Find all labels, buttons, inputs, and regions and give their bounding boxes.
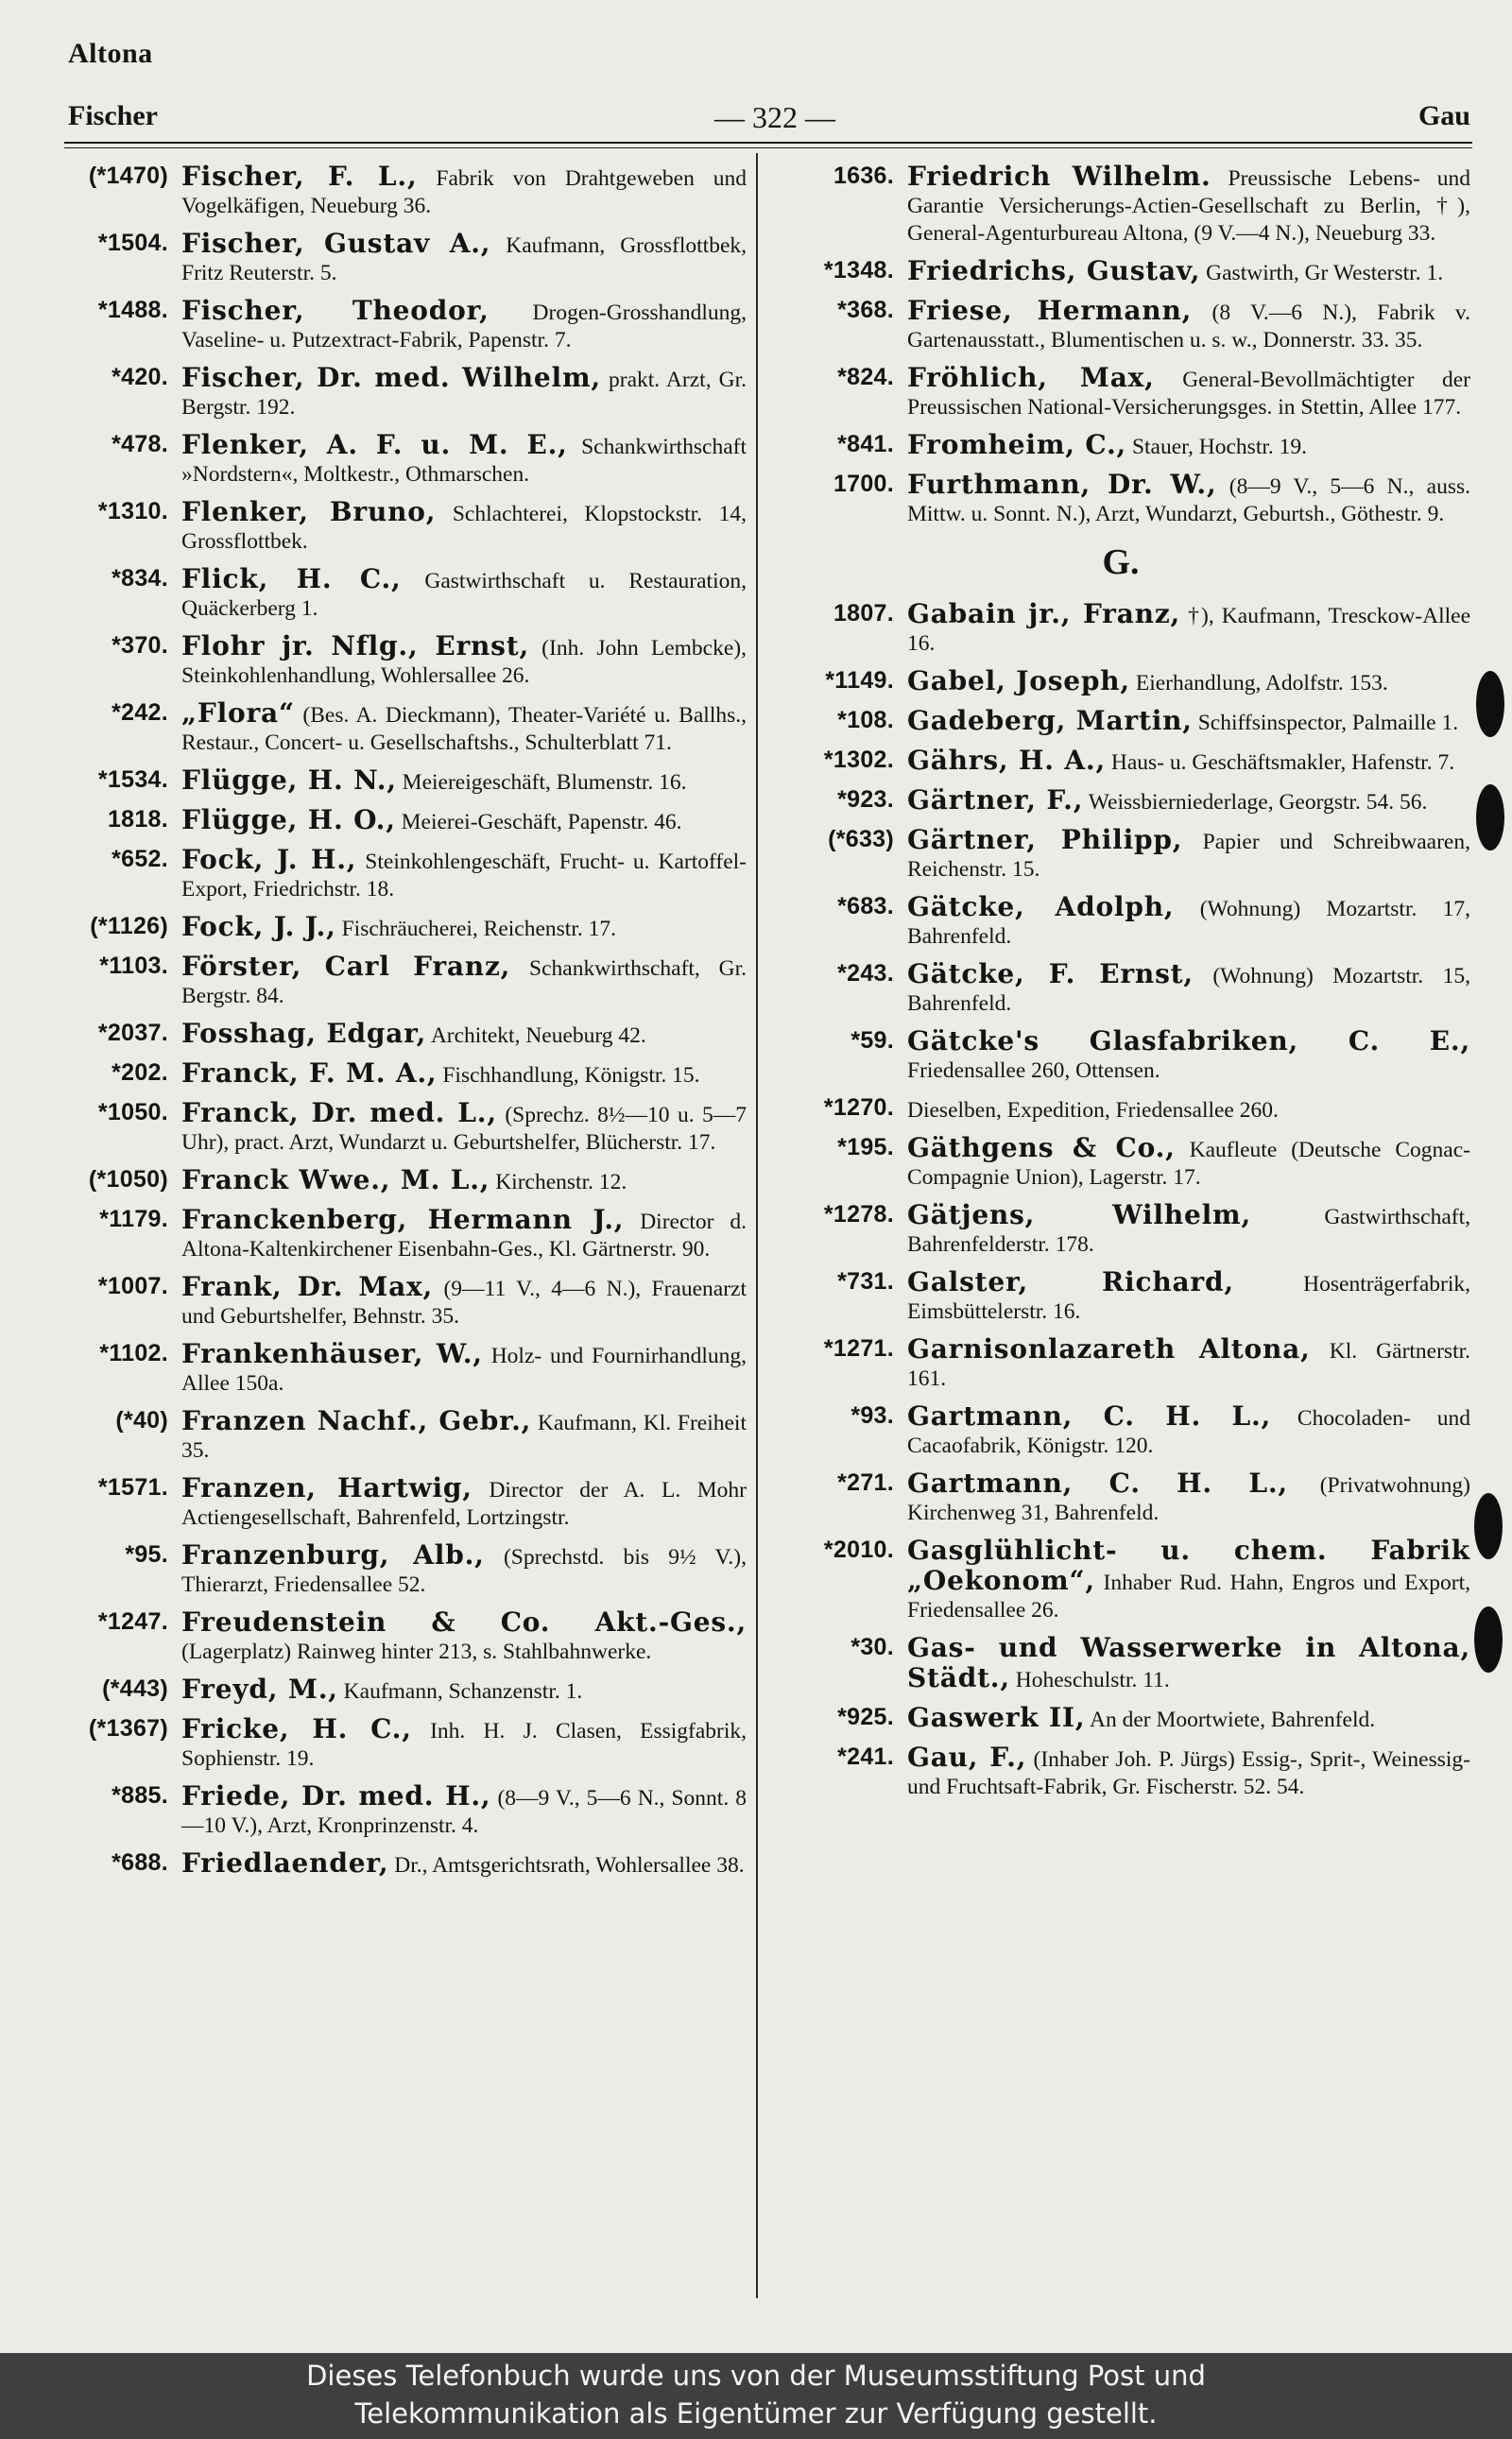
directory-entry	[57, 163, 747, 220]
entry-details: Gastwirthschaft u. Restauration, Quäckerberg 1.	[181, 569, 747, 621]
phone-number: *1007.	[97, 1273, 168, 1299]
entry-details: Schiffsinspector, Palmaille 1.	[1197, 711, 1459, 735]
subscriber-name: Friese, Hermann,	[907, 295, 1193, 326]
left-column	[57, 163, 747, 1889]
entry-details: Haus- u. Geschäftsmakler, Hafenstr. 7.	[1110, 750, 1455, 775]
directory-entry	[771, 364, 1470, 421]
phone-number: *2037.	[97, 1020, 168, 1046]
subscriber-name: Gäthgens & Co.,	[907, 1132, 1176, 1163]
phone-number: 1818.	[107, 806, 168, 833]
entry-details: Kl. Gärtnerstr. 161.	[907, 1339, 1471, 1391]
subscriber-name: Gätjens, Wilhelm,	[907, 1199, 1252, 1230]
entry-body	[181, 953, 747, 1010]
entry-details: An der Moortwiete, Bahrenfeld.	[1089, 1708, 1376, 1732]
ink-blot	[1474, 1493, 1503, 1559]
phone-number: *59.	[850, 1027, 894, 1054]
entry-body	[907, 257, 1470, 287]
entry-body	[181, 846, 747, 903]
directory-entry	[771, 1027, 1470, 1085]
subscriber-name: Franck, Dr. med. L.,	[181, 1097, 497, 1128]
entry-details: Schlachterei, Klopstockstr. 14, Grossflottbek.	[181, 502, 747, 554]
entry-details: Stauer, Hochstr. 19.	[1131, 435, 1308, 459]
directory-entry	[771, 1335, 1470, 1393]
entry-details: (Inh. John Lembcke), Steinkohlenhandlung, Wohlersallee 26.	[181, 636, 747, 688]
entry-body	[181, 806, 747, 836]
ink-blot	[1474, 1606, 1503, 1673]
phone-number: *1348.	[823, 257, 894, 283]
phone-number: *1247.	[97, 1608, 168, 1635]
entry-details: (Bes. A. Dieckmann), Theater-Variété u. Ballhs., Restaur., Concert- u. Gesellschaftshs., Schulterblatt 71.	[181, 703, 747, 755]
subscriber-name: Fischer, Theodor,	[181, 295, 490, 326]
directory-entry	[57, 806, 747, 836]
directory-entry	[771, 1134, 1470, 1192]
directory-entry	[771, 471, 1470, 528]
directory-entry	[57, 1166, 747, 1196]
phone-number: *202.	[112, 1059, 168, 1086]
phone-number: (*1367)	[88, 1715, 168, 1742]
subscriber-name: Frankenhäuser, W.,	[181, 1338, 483, 1369]
header-rule-thin	[64, 147, 1472, 148]
phone-number: *1271.	[823, 1335, 894, 1362]
entry-body	[907, 431, 1470, 461]
subscriber-name: Flick, H. C.,	[181, 563, 402, 594]
directory-entry	[57, 699, 747, 757]
subscriber-name: Franckenberg, Hermann J.,	[181, 1204, 625, 1235]
footer-banner	[0, 2353, 1512, 2439]
directory-entry	[771, 893, 1470, 951]
phone-number: *1488.	[97, 297, 168, 323]
phone-number: *688.	[112, 1849, 168, 1876]
entry-body	[181, 1099, 747, 1157]
directory-entry	[771, 707, 1470, 737]
directory-entry	[771, 297, 1470, 354]
entry-details: Eierhandlung, Adolfstr. 153.	[1135, 671, 1388, 696]
entry-body	[907, 1402, 1470, 1460]
phone-number: *1102.	[99, 1340, 168, 1366]
ink-blot	[1476, 671, 1504, 737]
entry-details: Director d. Altona-Kaltenkirchener Eisenbahn-Ges., Kl. Gärtnerstr. 90.	[181, 1210, 747, 1262]
entry-body	[181, 1474, 747, 1532]
subscriber-name: Gätcke, F. Ernst,	[907, 958, 1194, 989]
entry-details: Kirchenstr. 12.	[495, 1170, 627, 1194]
right-column-top	[771, 163, 1470, 528]
directory-entry	[57, 766, 747, 797]
entry-body	[907, 1537, 1470, 1624]
entry-body	[907, 1634, 1470, 1694]
entry-details: (Wohnung) Mozartstr. 15, Bahrenfeld.	[907, 964, 1470, 1016]
directory-entry	[771, 163, 1470, 248]
directory-entry	[57, 1206, 747, 1263]
footer-line-1: Dieses Telefonbuch wurde uns von der Museumsstiftung Post und	[306, 2360, 1206, 2392]
entry-details: (Privatwohnung) Kirchenweg 31, Bahrenfeld.	[907, 1473, 1470, 1525]
entry-body	[907, 707, 1470, 737]
directory-entry	[57, 1273, 747, 1331]
phone-number: (*1050)	[88, 1166, 168, 1193]
phone-number: *195.	[837, 1134, 894, 1160]
subscriber-name: Gau, F.,	[907, 1742, 1027, 1773]
directory-entry	[57, 1340, 747, 1398]
entry-body	[181, 766, 747, 797]
entry-details: Chocoladen- und Cacaofabrik, Königstr. 120.	[907, 1406, 1470, 1458]
phone-number: *420.	[112, 364, 168, 390]
subscriber-name: Fosshag, Edgar,	[181, 1018, 427, 1049]
entry-details: Gastwirthschaft, Bahrenfelderstr. 178.	[907, 1205, 1471, 1257]
subscriber-name: Gabain jr., Franz,	[907, 598, 1181, 629]
directory-entry	[57, 846, 747, 903]
phone-number: *30.	[850, 1634, 894, 1660]
subscriber-name: „Flora“	[181, 697, 295, 729]
directory-entry	[771, 257, 1470, 287]
subscriber-name: Gärtner, F.,	[907, 784, 1084, 816]
subscriber-name: Furthmann, Dr. W.,	[907, 469, 1217, 500]
phone-number: 1807.	[833, 600, 894, 627]
ink-blot	[1476, 784, 1504, 850]
directory-entry	[57, 1675, 747, 1706]
entry-details: Preussische Lebens- und Garantie Versicherungs-Actien-Gesellschaft zu Berlin, †), General-Agenturbureau Altona, (9 V.—4 N.), Neueburg 33.	[907, 166, 1470, 246]
entry-body	[907, 1027, 1470, 1085]
entry-details: (Lagerplatz) Rainweg hinter 213, s. Stahlbahnwerke.	[181, 1640, 652, 1664]
subscriber-name: Franck Wwe., M. L.,	[181, 1164, 490, 1195]
entry-body	[181, 1059, 747, 1090]
subscriber-name: Franzen Nachf., Gebr.,	[181, 1405, 532, 1436]
entry-details: Schankwirthschaft, Gr. Bergstr. 84.	[181, 956, 747, 1008]
phone-number: *368.	[837, 297, 894, 323]
entry-details: Fischräucherei, Reichenstr. 17.	[341, 917, 616, 941]
entry-body	[181, 1166, 747, 1196]
entry-details: Kaufmann, Schanzenstr. 1.	[343, 1679, 583, 1704]
directory-entry	[57, 565, 747, 623]
directory-entry	[57, 1541, 747, 1599]
phone-number: (*40)	[115, 1407, 168, 1434]
entry-body	[181, 230, 747, 287]
entry-details: (8—9 V., 5—6 N., auss. Mittw. u. Sonnt. N.), Arzt, Wundarzt, Geburtsh., Göthestr. 9.	[907, 474, 1470, 526]
phone-number: *243.	[837, 960, 894, 987]
entry-details: Schankwirthschaft »Nordstern«, Moltkestr., Othmarschen.	[181, 435, 747, 487]
entry-body	[907, 1094, 1470, 1125]
subscriber-name: Gas- und Wasserwerke in Altona, Städt.,	[907, 1632, 1470, 1693]
directory-entry	[771, 667, 1470, 697]
phone-number: *834.	[112, 565, 168, 592]
entry-details: Drogen-Grosshandlung, Vaseline- u. Putzextract-Fabrik, Papenstr. 7.	[181, 301, 747, 352]
directory-entry	[57, 498, 747, 556]
subscriber-name: Fischer, F. L.,	[181, 161, 418, 192]
directory-entry	[57, 1020, 747, 1050]
entry-details: Kaufmann, Grossflottbek, Fritz Reuterstr. 5.	[181, 233, 747, 285]
entry-details: prakt. Arzt, Gr. Bergstr. 192.	[181, 368, 747, 420]
subscriber-name: Flügge, H. O.,	[181, 804, 396, 835]
directory-entry	[57, 297, 747, 354]
directory-entry	[771, 431, 1470, 461]
directory-entry	[771, 1634, 1470, 1694]
right-column-bottom	[771, 600, 1470, 1801]
subscriber-name: Freudenstein & Co. Akt.-Ges.,	[181, 1606, 747, 1638]
directory-entry	[57, 1715, 747, 1773]
entry-details: Fabrik von Drahtgeweben und Vogelkäfigen, Neueburg 36.	[181, 166, 747, 218]
entry-body	[907, 1469, 1470, 1527]
entry-body	[181, 565, 747, 623]
entry-details: (8—9 V., 5—6 N., Sonnt. 8—10 V.), Arzt, Kronprinzenstr. 4.	[181, 1786, 747, 1838]
directory-entry	[771, 1201, 1470, 1259]
entry-body	[907, 786, 1470, 816]
subscriber-name: Garnisonlazareth Altona,	[907, 1333, 1311, 1365]
entry-body	[907, 600, 1470, 658]
phone-number: *1270.	[823, 1094, 894, 1121]
phone-number: *242.	[112, 699, 168, 726]
entry-body	[181, 1206, 747, 1263]
entry-details: (Sprechz. 8½—10 u. 5—7 Uhr), pract. Arzt, Wundarzt u. Geburtshelfer, Blücherstr. 17.	[181, 1103, 747, 1155]
entry-details: Inhaber Rud. Hahn, Engros und Export, Friedensallee 26.	[907, 1571, 1470, 1623]
entry-body	[907, 667, 1470, 697]
entry-body	[181, 498, 747, 556]
entry-body	[181, 1782, 747, 1840]
subscriber-name: Freyd, M.,	[181, 1674, 338, 1705]
entry-body	[181, 1407, 747, 1465]
entry-details: (Wohnung) Mozartstr. 17, Bahrenfeld.	[907, 897, 1470, 949]
subscriber-name: Gabel, Joseph,	[907, 665, 1130, 696]
directory-entry	[57, 364, 747, 421]
phone-number: (*443)	[102, 1675, 168, 1702]
running-head-city: Altona	[68, 38, 153, 69]
directory-entry	[771, 826, 1470, 884]
directory-entry	[57, 1849, 747, 1880]
phone-number: *824.	[837, 364, 894, 390]
phone-number: *923.	[837, 786, 894, 813]
subscriber-name: Gadeberg, Martin,	[907, 705, 1193, 736]
subscriber-name: Flügge, H. N.,	[181, 764, 397, 796]
entry-body	[907, 163, 1470, 248]
subscriber-name: Fischer, Dr. med. Wilhelm,	[181, 362, 601, 393]
entry-body	[907, 1704, 1470, 1734]
entry-details: Weissbierniederlage, Georgstr. 54. 56.	[1088, 790, 1428, 815]
subscriber-name: Gartmann, C. H. L.,	[907, 1400, 1272, 1432]
subscriber-name: Friede, Dr. med. H.,	[181, 1780, 491, 1812]
section-letter: G.	[1102, 542, 1140, 582]
entry-body	[181, 1849, 747, 1880]
phone-number: *925.	[837, 1704, 894, 1730]
directory-entry	[771, 786, 1470, 816]
phone-number: (*1126)	[90, 913, 168, 939]
subscriber-name: Gartmann, C. H. L.,	[907, 1468, 1288, 1499]
subscriber-name: Flohr jr. Nflg., Ernst,	[181, 630, 530, 661]
directory-entry	[771, 1743, 1470, 1801]
phone-number: *271.	[837, 1469, 894, 1496]
entry-body	[907, 960, 1470, 1018]
directory-entry	[771, 1537, 1470, 1624]
entry-details: Meiereigeschäft, Blumenstr. 16.	[402, 770, 687, 795]
entry-details: (Inhaber Joh. P. Jürgs) Essig-, Sprit-, Weinessig- und Fruchtsaft-Fabrik, Gr. Fischerstr. 52. 54.	[907, 1747, 1471, 1799]
entry-body	[181, 297, 747, 354]
subscriber-name: Flenker, A. F. u. M. E.,	[181, 429, 568, 460]
entry-details: Architekt, Neueburg 42.	[430, 1023, 646, 1048]
entry-body	[181, 1675, 747, 1706]
entry-body	[907, 1335, 1470, 1393]
entry-body	[907, 1743, 1470, 1801]
entry-body	[181, 1715, 747, 1773]
phone-number: *1278.	[823, 1201, 894, 1228]
subscriber-name: Fock, J. J.,	[181, 911, 336, 942]
entry-details: Hoheschulstr. 11.	[1015, 1668, 1170, 1692]
phone-number: *2010.	[823, 1537, 894, 1563]
phone-number: *95.	[125, 1541, 168, 1568]
entry-details: †), Kaufmann, Tresckow-Allee 16.	[907, 604, 1471, 656]
phone-number: *1571.	[97, 1474, 168, 1501]
phone-number: *1103.	[99, 953, 168, 979]
subscriber-name: Gätcke, Adolph,	[907, 891, 1175, 922]
phone-number: *841.	[837, 431, 894, 457]
directory-entry	[771, 1469, 1470, 1527]
entry-details: Hosenträgerfabrik, Eimsbüttelerstr. 16.	[907, 1272, 1470, 1324]
subscriber-name: Fromheim, C.,	[907, 429, 1127, 460]
phone-number: *1050.	[97, 1099, 168, 1125]
phone-number: *1504.	[97, 230, 168, 256]
directory-entry	[771, 600, 1470, 658]
directory-entry	[57, 230, 747, 287]
entry-details: Director der A. L. Mohr Actiengesellschaft, Bahrenfeld, Lortzingstr.	[181, 1478, 747, 1530]
phone-number: *1179.	[99, 1206, 168, 1232]
phone-number: *93.	[850, 1402, 894, 1429]
entry-details: Meierei-Geschäft, Papenstr. 46.	[401, 810, 682, 834]
phone-number: *1534.	[97, 766, 168, 793]
phone-number: *652.	[112, 846, 168, 872]
header-rule	[64, 142, 1472, 144]
entry-body	[907, 297, 1470, 354]
directory-entry	[771, 1402, 1470, 1460]
directory-entry	[57, 1059, 747, 1090]
subscriber-name: Förster, Carl Franz,	[181, 951, 511, 982]
entry-body	[181, 1541, 747, 1599]
entry-details: Fischhandlung, Königstr. 15.	[442, 1063, 700, 1088]
subscriber-name: Fricke, H. C.,	[181, 1713, 412, 1744]
entry-body	[181, 913, 747, 943]
entry-body	[181, 163, 747, 220]
directory-entry	[57, 953, 747, 1010]
phone-number: *683.	[837, 893, 894, 919]
entry-details: Friedensallee 260, Ottensen.	[907, 1058, 1160, 1083]
entry-details: General-Bevollmächtigter der Preussischen National-Versicherungsges. in Stettin, Allee 177.	[907, 368, 1470, 420]
page-number: — 322 —	[714, 100, 835, 134]
phone-number: (*1470)	[88, 163, 168, 189]
phone-number: 1636.	[833, 163, 894, 189]
entry-details: Kaufmann, Kl. Freiheit 35.	[181, 1411, 747, 1463]
entry-body	[907, 471, 1470, 528]
footer-line-2: Telekommunikation als Eigentümer zur Verfügung gestellt.	[354, 2397, 1158, 2430]
phone-number: 1700.	[833, 471, 894, 497]
entry-body	[181, 699, 747, 757]
directory-entry	[57, 1407, 747, 1465]
subscriber-name: Franzenburg, Alb.,	[181, 1539, 485, 1571]
subscriber-name: Gärtner, Philipp,	[907, 824, 1183, 855]
phone-number: *370.	[112, 632, 168, 659]
entry-body	[907, 747, 1470, 777]
entry-details: Gastwirth, Gr Westerstr. 1.	[1206, 261, 1444, 285]
subscriber-name: Gasglühlicht- u. chem. Fabrik „Oekonom“,	[907, 1535, 1470, 1596]
subscriber-name: Galster, Richard,	[907, 1266, 1234, 1297]
directory-entry	[771, 960, 1470, 1018]
entry-details: Holz- und Fournirhandlung, Allee 150a.	[181, 1344, 747, 1396]
subscriber-name: Gätcke's Glasfabriken, C. E.,	[907, 1025, 1470, 1056]
entry-body	[181, 1020, 747, 1050]
directory-entry	[771, 1268, 1470, 1326]
entry-body	[907, 826, 1470, 884]
directory-entry	[57, 431, 747, 489]
entry-body	[907, 1268, 1470, 1326]
entry-body	[907, 1201, 1470, 1259]
entry-details: Inh. H. J. Clasen, Essigfabrik, Sophienstr. 19.	[181, 1719, 747, 1771]
phone-number: *1149.	[825, 667, 894, 694]
guide-word-right: Gau	[1418, 100, 1470, 131]
directory-entry	[771, 1704, 1470, 1734]
directory-entry	[57, 1099, 747, 1157]
phone-number: *1302.	[823, 747, 894, 773]
subscriber-name: Fischer, Gustav A.,	[181, 228, 491, 259]
subscriber-name: Franck, F. M. A.,	[181, 1057, 438, 1089]
phone-number: *731.	[837, 1268, 894, 1295]
entry-body	[181, 1340, 747, 1398]
directory-entry	[57, 1782, 747, 1840]
directory-entry	[57, 1474, 747, 1532]
directory-entry	[57, 632, 747, 690]
entry-details: (8 V.—6 N.), Fabrik v. Gartenausstatt., Blumentischen u. s. w., Donnerstr. 33. 35.	[907, 301, 1471, 352]
entry-details: Dieselben, Expedition, Friedensallee 260.	[907, 1098, 1279, 1123]
subscriber-name: Friedlaender,	[181, 1847, 389, 1879]
subscriber-name: Friedrich Wilhelm.	[907, 161, 1211, 192]
entry-body	[181, 632, 747, 690]
subscriber-name: Gaswerk II,	[907, 1702, 1086, 1733]
phone-number: *478.	[112, 431, 168, 457]
subscriber-name: Flenker, Bruno,	[181, 496, 437, 527]
subscriber-name: Frank, Dr. Max,	[181, 1271, 434, 1302]
entry-details: Dr., Amtsgerichtsrath, Wohlersallee 38.	[394, 1853, 745, 1878]
phone-number: *885.	[112, 1782, 168, 1809]
directory-entry	[771, 1094, 1470, 1125]
right-column	[771, 163, 1470, 1811]
entry-details: Steinkohlengeschäft, Frucht- u. Kartoffel-Export, Friedrichstr. 18.	[181, 850, 747, 902]
entry-details: (Sprechstd. bis 9½ V.), Thierarzt, Friedensallee 52.	[181, 1545, 747, 1597]
guide-word-left: Fischer	[68, 100, 158, 131]
phone-number: (*633)	[828, 826, 894, 852]
entry-body	[907, 364, 1470, 421]
directory-entry	[57, 913, 747, 943]
entry-details: Kaufleute (Deutsche Cognac-Compagnie Union), Lagerstr. 17.	[907, 1138, 1470, 1190]
directory-entry	[57, 1608, 747, 1666]
entry-body	[907, 1134, 1470, 1192]
phone-number: *241.	[837, 1743, 894, 1770]
entry-body	[181, 364, 747, 421]
directory-entry	[771, 747, 1470, 777]
subscriber-name: Gährs, H. A.,	[907, 745, 1106, 776]
phone-number: *1310.	[97, 498, 168, 524]
entry-body	[181, 1273, 747, 1331]
entry-details: Papier und Schreibwaaren, Reichenstr. 15.	[907, 830, 1470, 882]
phone-number: *108.	[837, 707, 894, 733]
subscriber-name: Friedrichs, Gustav,	[907, 255, 1201, 286]
subscriber-name: Franzen, Hartwig,	[181, 1472, 472, 1503]
entry-body	[181, 431, 747, 489]
entry-details: (9—11 V., 4—6 N.), Frauenarzt und Geburtshelfer, Behnstr. 35.	[181, 1277, 747, 1329]
subscriber-name: Fröhlich, Max,	[907, 362, 1155, 393]
entry-body	[181, 1608, 747, 1666]
subscriber-name: Fock, J. H.,	[181, 844, 357, 875]
column-divider	[756, 153, 758, 2298]
entry-body	[907, 893, 1470, 951]
